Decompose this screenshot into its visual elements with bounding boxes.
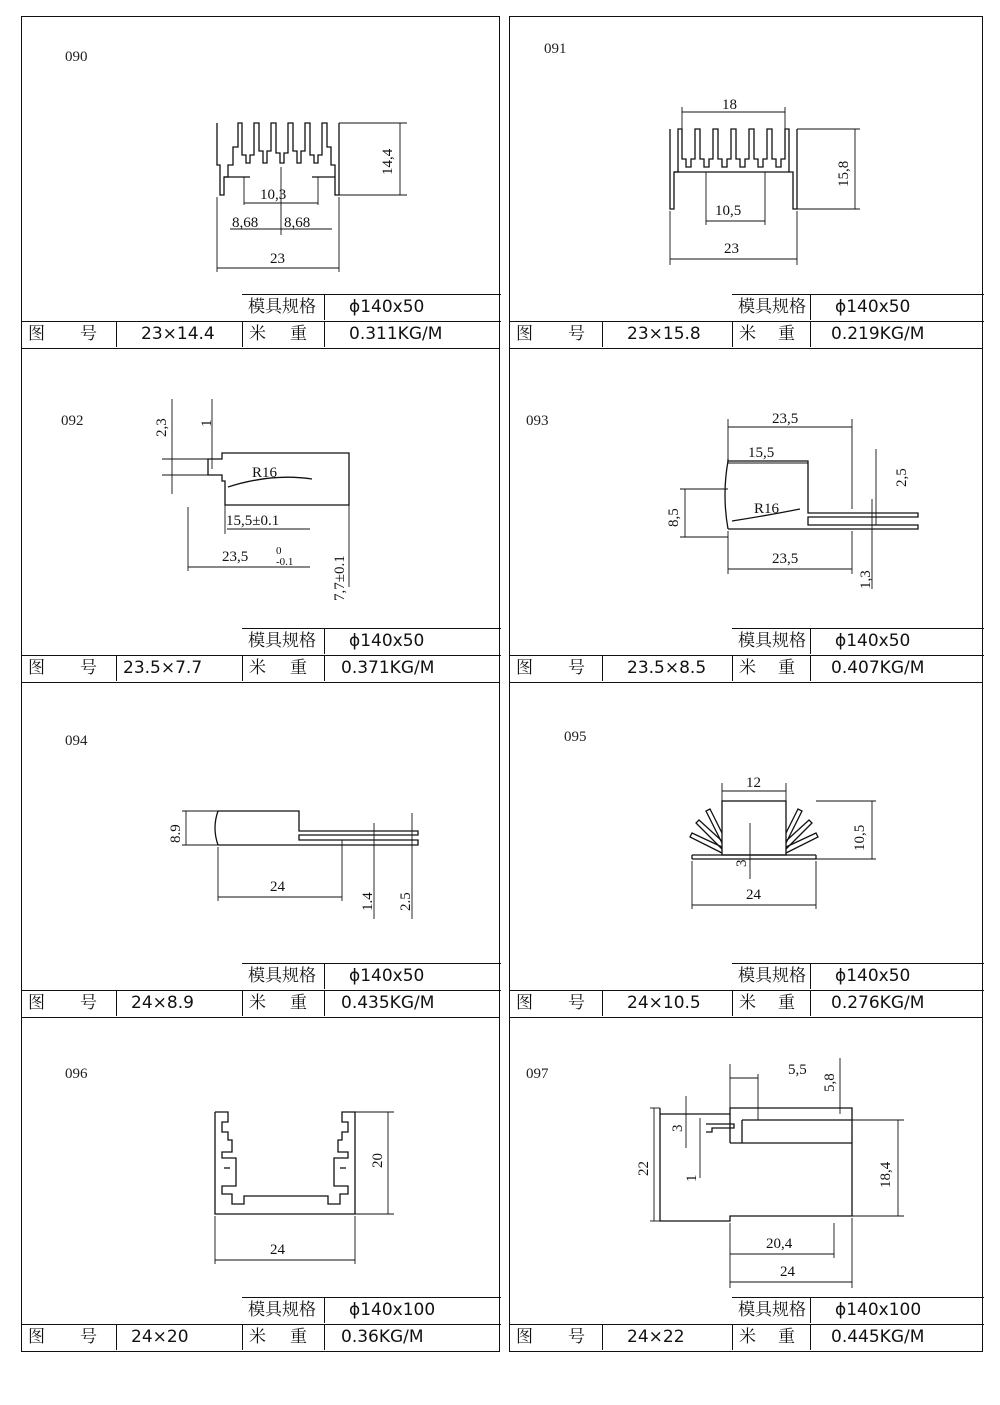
profile-number: 090 <box>65 49 88 65</box>
weight-value: 0.407KG/M <box>810 656 984 681</box>
dim-inner: 10,5 <box>715 203 742 219</box>
dim-height: 20 <box>370 1153 386 1168</box>
weight-label-a: 米 <box>732 1325 768 1350</box>
mold-spec-value: ϕ140x100 <box>810 1298 984 1323</box>
weight-label-b: 重 <box>290 1327 307 1347</box>
profile-drawing-093 <box>510 349 984 629</box>
drawing-no-label-a: 图 <box>516 993 533 1013</box>
dim-width: 24 <box>780 1264 795 1280</box>
profile-number: 097 <box>526 1066 549 1082</box>
mold-spec-value: ϕ140x50 <box>810 295 984 320</box>
dim-width-upper-tol: 0 <box>276 545 282 557</box>
drawing-no-label-b: 号 <box>80 658 97 678</box>
dim-inner: 15,5±0.1 <box>226 513 280 529</box>
profile-number: 093 <box>526 413 549 429</box>
profile-size: 23×15.8 <box>602 322 732 347</box>
weight-label-b: 重 <box>778 993 795 1013</box>
weight-label-b: 重 <box>778 658 795 678</box>
mold-spec-label: 模具规格 <box>738 966 806 986</box>
dim-fin-thk: 1.4 <box>360 892 376 911</box>
drawing-no-label-b: 号 <box>80 324 97 344</box>
dim-fin-thk: 1 <box>199 419 215 427</box>
weight-label-a: 米 <box>242 991 278 1016</box>
dim-height: 15,8 <box>836 160 852 187</box>
drawing-no-label-a: 图 <box>516 324 533 344</box>
profile-cell-090 <box>21 16 500 349</box>
weight-value: 0.276KG/M <box>810 991 984 1016</box>
mold-spec-value: ϕ140x50 <box>324 629 501 654</box>
drawing-no-label-a: 图 <box>516 1327 533 1347</box>
dim-top-b: 5,8 <box>822 1073 838 1092</box>
weight-label-a: 米 <box>242 1325 278 1350</box>
weight-value: 0.36KG/M <box>324 1325 501 1350</box>
profile-size: 24×22 <box>602 1325 732 1350</box>
dim-height: 14,4 <box>380 148 396 175</box>
profile-drawing-091 <box>510 17 984 297</box>
dim-top: 23,5 <box>772 411 799 427</box>
spec-table <box>510 1297 982 1351</box>
dim-inner-top: 15,5 <box>748 445 775 461</box>
weight-label-b: 重 <box>778 324 795 344</box>
drawing-no-label-b: 号 <box>568 993 585 1013</box>
mold-spec-label: 模具规格 <box>738 1300 806 1320</box>
dim-top-a: 5,5 <box>788 1062 807 1078</box>
profile-size: 23×14.4 <box>116 322 242 347</box>
dim-width: 24 <box>270 879 285 895</box>
dim-width: 23,5 <box>222 549 249 565</box>
drawing-no-label-a: 图 <box>28 993 45 1013</box>
weight-value: 0.371KG/M <box>324 656 501 681</box>
profile-size: 24×20 <box>116 1325 242 1350</box>
dim-height: 8.9 <box>168 824 184 843</box>
drawing-no-label-a: 图 <box>516 658 533 678</box>
drawing-no-label-b: 号 <box>80 993 97 1013</box>
dim-left: 8,68 <box>232 215 259 231</box>
profile-drawing-090 <box>22 17 501 297</box>
profile-drawing-094 <box>22 683 501 963</box>
weight-label-a: 米 <box>242 322 278 347</box>
dim-radius: R16 <box>252 465 278 481</box>
dim-width: 24 <box>746 887 761 903</box>
dim-height: 7,7±0.1 <box>332 555 348 601</box>
weight-label-a: 米 <box>242 656 278 681</box>
profile-cell-095 <box>509 682 983 1018</box>
profile-drawing-095 <box>510 683 984 963</box>
profile-drawing-092 <box>22 349 501 629</box>
profile-number: 091 <box>544 41 567 57</box>
dim-top: 18 <box>722 97 737 113</box>
dim-height: 8,5 <box>666 508 682 527</box>
mold-spec-label: 模具规格 <box>248 297 316 317</box>
profile-cell-097 <box>509 1017 983 1352</box>
profile-number: 094 <box>65 733 88 749</box>
mold-spec-value: ϕ140x50 <box>324 295 501 320</box>
profile-cell-093 <box>509 348 983 683</box>
mold-spec-value: ϕ140x50 <box>810 629 984 654</box>
profile-cell-092 <box>21 348 500 683</box>
dim-radius: R16 <box>754 501 780 517</box>
weight-value: 0.311KG/M <box>324 322 501 347</box>
weight-label-b: 重 <box>290 658 307 678</box>
profile-number: 096 <box>65 1066 88 1082</box>
spec-table <box>22 628 499 682</box>
profile-number: 092 <box>61 413 84 429</box>
dim-width: 24 <box>270 1242 285 1258</box>
spec-table <box>510 963 982 1017</box>
dim-right: 8,68 <box>284 215 311 231</box>
spec-table <box>510 628 982 682</box>
drawing-no-label-b: 号 <box>568 324 585 344</box>
weight-label-b: 重 <box>778 1327 795 1347</box>
profile-size: 24×8.9 <box>116 991 242 1016</box>
profile-cell-096 <box>21 1017 500 1352</box>
dim-height: 10,5 <box>852 824 868 851</box>
drawing-no-label-b: 号 <box>568 1327 585 1347</box>
mold-spec-label: 模具规格 <box>248 966 316 986</box>
profile-size: 23.5×8.5 <box>602 656 732 681</box>
profile-drawing-096 <box>22 1018 501 1298</box>
mold-spec-value: ϕ140x50 <box>810 964 984 989</box>
weight-label-b: 重 <box>290 993 307 1013</box>
dim-fin-gap: 2,3 <box>154 418 170 437</box>
catalog-sheet <box>21 16 983 1352</box>
mold-spec-value: ϕ140x50 <box>324 964 501 989</box>
drawing-no-label-a: 图 <box>28 324 45 344</box>
drawing-no-label-b: 号 <box>568 658 585 678</box>
mold-spec-value: ϕ140x100 <box>324 1298 501 1323</box>
profile-cell-094 <box>21 682 500 1018</box>
dim-width-lower-tol: -0.1 <box>276 556 294 568</box>
dim-bottom: 23,5 <box>772 551 799 567</box>
weight-value: 0.219KG/M <box>810 322 984 347</box>
profile-drawing-097 <box>510 1018 984 1298</box>
weight-value: 0.435KG/M <box>324 991 501 1016</box>
mold-spec-label: 模具规格 <box>248 631 316 651</box>
weight-value: 0.445KG/M <box>810 1325 984 1350</box>
drawing-no-label-a: 图 <box>28 1327 45 1347</box>
spec-table <box>22 963 499 1017</box>
dim-top: 12 <box>746 775 761 791</box>
dim-fin-gap: 2,5 <box>894 468 910 487</box>
weight-label-a: 米 <box>732 656 768 681</box>
dim-slot-thk: 1 <box>684 1174 700 1182</box>
mold-spec-label: 模具规格 <box>738 297 806 317</box>
spec-table <box>510 294 982 348</box>
spec-table <box>22 1297 499 1351</box>
dim-width: 23 <box>724 241 739 257</box>
profile-size: 24×10.5 <box>602 991 732 1016</box>
mold-spec-label: 模具规格 <box>738 631 806 651</box>
dim-inner-width: 20,4 <box>766 1236 793 1252</box>
profile-size: 23.5×7.7 <box>116 656 242 681</box>
spec-table <box>22 294 499 348</box>
dim-base-thk: 3 <box>734 859 750 867</box>
weight-label-a: 米 <box>732 322 768 347</box>
dim-fin-gap: 2.5 <box>398 892 414 911</box>
weight-label-b: 重 <box>290 324 307 344</box>
dim-total-height: 22 <box>636 1161 652 1176</box>
dim-slot: 3 <box>670 1124 686 1132</box>
dim-inner: 10,3 <box>260 187 287 203</box>
dim-width: 23 <box>270 251 285 267</box>
dim-fin-thk: 1,3 <box>858 570 874 589</box>
mold-spec-label: 模具规格 <box>248 1300 316 1320</box>
profile-number: 095 <box>564 729 587 745</box>
profile-cell-091 <box>509 16 983 349</box>
dim-height: 18,4 <box>878 1161 894 1188</box>
weight-label-a: 米 <box>732 991 768 1016</box>
drawing-no-label-b: 号 <box>80 1327 97 1347</box>
drawing-no-label-a: 图 <box>28 658 45 678</box>
